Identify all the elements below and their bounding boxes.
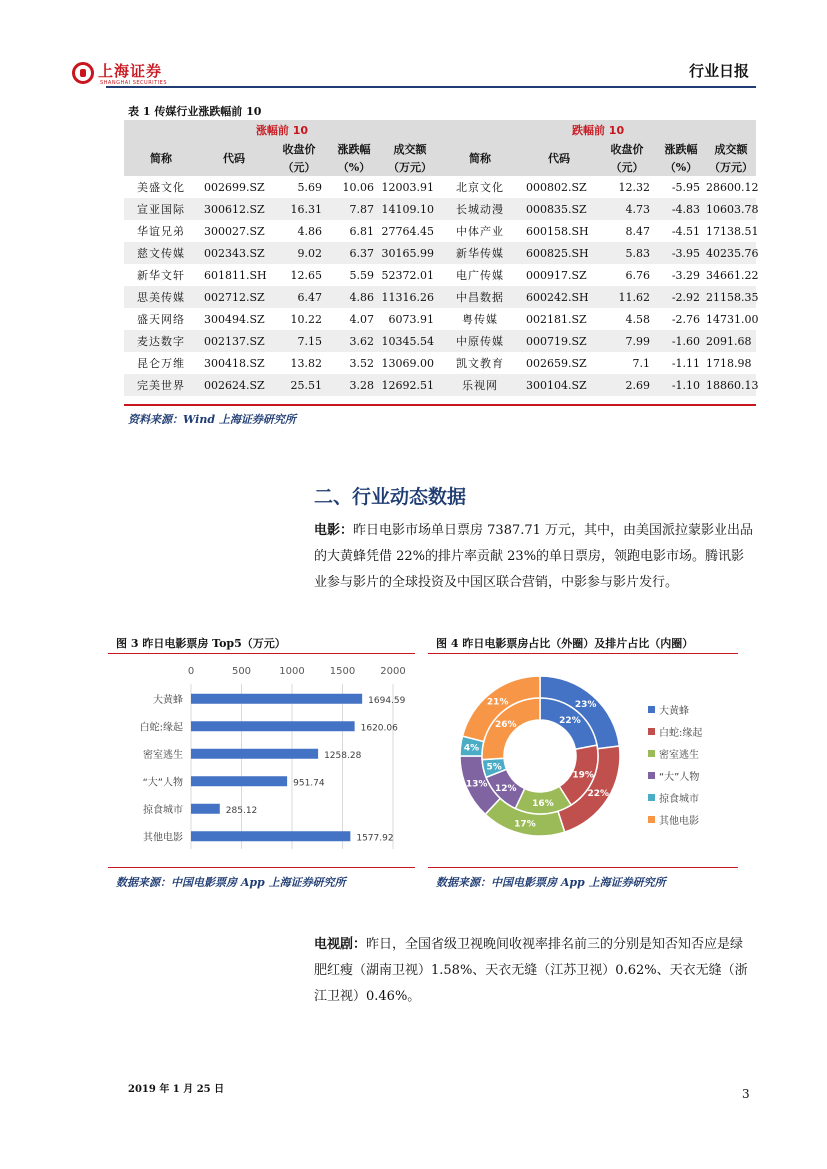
legend-label: 掠食城市	[659, 793, 699, 805]
table-cell: 30165.99	[380, 242, 440, 264]
table-cell: -5.95	[656, 176, 706, 198]
table-cell: 2.69	[598, 374, 656, 396]
table-cell: 13069.00	[380, 352, 440, 374]
film-lead: 电影：	[314, 523, 354, 538]
col-header-code: 代码	[520, 140, 598, 176]
table-cell: 电广传媒	[440, 264, 520, 286]
table-cell: 12.32	[598, 176, 656, 198]
table-cell: 新华传媒	[440, 242, 520, 264]
table-cell: 18860.13	[706, 374, 756, 396]
table-cell: 4.73	[598, 198, 656, 220]
table-cell: 13.82	[270, 352, 328, 374]
table-cell: 300418.SZ	[198, 352, 270, 374]
logo-subtext: SHANGHAI SECURITIES	[100, 80, 168, 86]
outer-slice-label: 22%	[587, 788, 610, 799]
x-tick-label: 1000	[279, 666, 305, 677]
bar-data-label: 951.74	[293, 778, 325, 789]
legend-swatch	[648, 816, 655, 823]
inner-slice-label: 12%	[494, 784, 517, 795]
table-cell: -1.60	[656, 330, 706, 352]
table-cell: 6.47	[270, 286, 328, 308]
table-row	[124, 286, 756, 308]
col-header-close-unit: （元）	[598, 158, 656, 176]
legend-item	[648, 698, 702, 720]
table-cell: 002712.SZ	[198, 286, 270, 308]
table-cell: 3.52	[328, 352, 380, 374]
table-cell: 25.51	[270, 374, 328, 396]
legend-swatch	[648, 706, 655, 713]
figure3-source: 数据来源：中国电影票房 App 上海证券研究所	[116, 876, 346, 889]
gainers-losers-table	[124, 120, 759, 396]
table-cell: 10.06	[328, 176, 380, 198]
table-cell: 7.1	[598, 352, 656, 374]
table-cell: 601811.SH	[198, 264, 270, 286]
table-cell: 麦达数字	[124, 330, 198, 352]
table-cell: 2091.68	[706, 330, 756, 352]
y-category-label: “大”人物	[142, 777, 183, 789]
table-cell: 11316.26	[380, 286, 440, 308]
table-row	[124, 176, 756, 198]
table-cell: 思美传媒	[124, 286, 198, 308]
table-cell: 600158.SH	[520, 220, 598, 242]
bar-data-label: 1620.06	[360, 723, 398, 734]
x-tick-label: 500	[231, 666, 252, 677]
table-row	[124, 264, 756, 286]
legend-item	[648, 786, 702, 808]
bar-data-label: 1694.59	[368, 695, 406, 706]
table-cell: 7.87	[328, 198, 380, 220]
table-cell: 14109.10	[380, 198, 440, 220]
page-number: 3	[742, 1087, 750, 1101]
table-cell: 北京文化	[440, 176, 520, 198]
table-cell: 3.28	[328, 374, 380, 396]
table-cell: 6.76	[598, 264, 656, 286]
report-type: 行业日报	[688, 62, 749, 80]
table-cell: -2.76	[656, 308, 706, 330]
table-cell: 600825.SH	[520, 242, 598, 264]
table-cell: 002181.SZ	[520, 308, 598, 330]
bar-data-label: 285.12	[225, 805, 258, 816]
table-cell: 6.37	[328, 242, 380, 264]
col-header-volume: 成交额	[380, 140, 440, 158]
table-cell: 52372.01	[380, 264, 440, 286]
legend-swatch	[648, 794, 655, 801]
table-cell: 8.47	[598, 220, 656, 242]
figure4-source: 数据来源：中国电影票房 App 上海证券研究所	[436, 876, 666, 889]
table-cell: -3.29	[656, 264, 706, 286]
table-row	[124, 374, 756, 396]
bar	[191, 721, 355, 731]
legend-label: 白蛇:缘起	[659, 727, 703, 739]
inner-slice-label: 5%	[486, 762, 502, 773]
table-cell: 34661.22	[706, 264, 756, 286]
table-cell: 28600.12	[706, 176, 756, 198]
col-header-name: 简称	[124, 140, 198, 176]
inner-slice-label: 19%	[572, 770, 594, 781]
table-row	[124, 352, 756, 374]
table-cell: 300104.SZ	[520, 374, 598, 396]
table-cell: 粤传媒	[440, 308, 520, 330]
legend-label: “大”人物	[659, 771, 700, 783]
section-title: 二、行业动态数据	[314, 486, 467, 508]
table-cell: -4.51	[656, 220, 706, 242]
x-tick-label: 2000	[380, 666, 406, 677]
table-source: 资料来源：Wind 上海证券研究所	[128, 413, 296, 426]
bar	[191, 694, 362, 704]
legend-item	[648, 742, 702, 764]
table-bottom-rule	[124, 404, 756, 406]
table-cell: 中原传媒	[440, 330, 520, 352]
table-cell: 10345.54	[380, 330, 440, 352]
legend-swatch	[648, 728, 655, 735]
table-cell: 000719.SZ	[520, 330, 598, 352]
table-cell: 17138.51	[706, 220, 756, 242]
table-row	[124, 330, 756, 352]
inner-slice-label: 16%	[532, 798, 554, 809]
col-header-code: 代码	[198, 140, 270, 176]
figure3-bottom-rule	[108, 867, 415, 868]
legend-item	[648, 808, 702, 830]
table-cell: 6.81	[328, 220, 380, 242]
table-cell: 7.15	[270, 330, 328, 352]
table-cell: 5.83	[598, 242, 656, 264]
table-cell: 6073.91	[380, 308, 440, 330]
donut-legend	[648, 698, 702, 830]
table-cell: -2.92	[656, 286, 706, 308]
share-donut-chart	[440, 670, 640, 850]
table-cell: 10603.78	[706, 198, 756, 220]
table-cell: 300027.SZ	[198, 220, 270, 242]
table-cell: 4.07	[328, 308, 380, 330]
table-cell: 4.86	[270, 220, 328, 242]
y-category-label: 大黄蜂	[153, 694, 183, 706]
group-header-down: 跌幅前 10	[440, 120, 756, 140]
table-row	[124, 308, 756, 330]
x-tick-label: 0	[187, 666, 195, 677]
table-cell: 凯文教育	[440, 352, 520, 374]
y-category-label: 其他电影	[143, 832, 183, 844]
figure3-top-rule	[108, 653, 415, 654]
table-cell: 27764.45	[380, 220, 440, 242]
legend-swatch	[648, 750, 655, 757]
tv-lead: 电视剧：	[314, 937, 367, 952]
table-cell: 10.22	[270, 308, 328, 330]
table-cell: 5.59	[328, 264, 380, 286]
col-header-volume: 成交额	[706, 140, 756, 158]
inner-slice-label: 26%	[494, 719, 517, 730]
table-cell: 002137.SZ	[198, 330, 270, 352]
table-cell: -1.11	[656, 352, 706, 374]
group-header-up: 涨幅前 10	[124, 120, 440, 140]
report-date: 2019 年 1 月 25 日	[128, 1084, 225, 1095]
table-body	[124, 176, 759, 396]
legend-swatch	[648, 772, 655, 779]
legend-item	[648, 720, 702, 742]
col-header-volume-unit: （万元）	[706, 158, 756, 176]
table-cell: 4.86	[328, 286, 380, 308]
col-header-change: 涨跌幅	[328, 140, 380, 158]
table-cell: 3.62	[328, 330, 380, 352]
table-cell: 中昌数据	[440, 286, 520, 308]
figure4-bottom-rule	[428, 867, 738, 868]
table-cell: 21158.35	[706, 286, 756, 308]
bar-data-label: 1258.28	[324, 750, 362, 761]
table-cell: 300494.SZ	[198, 308, 270, 330]
table-cell: 宣亚国际	[124, 198, 198, 220]
table-cell: 11.62	[598, 286, 656, 308]
table-cell: 新华文轩	[124, 264, 198, 286]
legend-label: 大黄蜂	[659, 705, 689, 717]
table-cell: 美盛文化	[124, 176, 198, 198]
table-cell: 16.31	[270, 198, 328, 220]
table-row	[124, 242, 756, 264]
logo-mark-icon	[72, 62, 94, 84]
legend-item	[648, 764, 702, 786]
table-cell: 000835.SZ	[520, 198, 598, 220]
table-cell: 盛天网络	[124, 308, 198, 330]
film-text: 昨日电影市场单日票房 7387.71 万元，其中，由美国派拉蒙影业出品的大黄蜂凭借 22%的排片率贡献 23%的单日票房，领跑电影市场。腾讯影业参与影片的全球投资及中国区联合营销，中影参与影片发行。	[314, 523, 754, 590]
legend-label: 其他电影	[659, 815, 699, 827]
y-category-label: 白蛇:缘起	[139, 722, 183, 734]
table-cell: 000917.SZ	[520, 264, 598, 286]
col-header-name: 简称	[440, 140, 520, 176]
table-cell: 乐视网	[440, 374, 520, 396]
table-cell: 5.69	[270, 176, 328, 198]
header-divider	[106, 86, 756, 88]
table-cell: 1718.98	[706, 352, 756, 374]
table-cell: 12003.91	[380, 176, 440, 198]
film-paragraph	[314, 518, 754, 596]
table-cell: 12692.51	[380, 374, 440, 396]
legend-label: 密室逃生	[659, 749, 699, 761]
outer-slice-label: 13%	[465, 779, 488, 790]
table-cell: -4.83	[656, 198, 706, 220]
col-header-close-unit: （元）	[270, 158, 328, 176]
table-cell: 9.02	[270, 242, 328, 264]
table-cell: 14731.00	[706, 308, 756, 330]
bar-data-label: 1577.92	[356, 833, 394, 844]
tv-paragraph	[314, 932, 754, 1010]
table-cell: 12.65	[270, 264, 328, 286]
table-title: 表 1 传媒行业涨跌幅前 10	[128, 105, 262, 118]
figure3-title: 图 3 昨日电影票房 Top5（万元）	[116, 637, 286, 650]
table-row	[124, 198, 756, 220]
bar	[191, 804, 220, 814]
table-cell: 300612.SZ	[198, 198, 270, 220]
col-header-close: 收盘价	[598, 140, 656, 158]
table-cell: 002624.SZ	[198, 374, 270, 396]
y-category-label: 密室逃生	[143, 749, 183, 761]
table-cell: 600242.SH	[520, 286, 598, 308]
table-cell: -1.10	[656, 374, 706, 396]
figure4-top-rule	[428, 653, 738, 654]
table-cell: 华谊兄弟	[124, 220, 198, 242]
table-row	[124, 220, 756, 242]
table-cell: 7.99	[598, 330, 656, 352]
table-cell: 4.58	[598, 308, 656, 330]
col-header-volume-unit: （万元）	[380, 158, 440, 176]
x-tick-label: 1500	[329, 666, 356, 677]
outer-slice-label: 17%	[514, 819, 536, 830]
table-cell: 完美世界	[124, 374, 198, 396]
bar	[191, 831, 350, 841]
table-cell: -3.95	[656, 242, 706, 264]
outer-slice-label: 21%	[486, 697, 509, 708]
outer-slice-label: 23%	[574, 700, 597, 711]
y-category-label: 掠食城市	[143, 804, 183, 816]
bar	[191, 776, 287, 786]
col-header-change-unit: （%）	[656, 158, 706, 176]
table-cell: 002659.SZ	[520, 352, 598, 374]
table-cell: 昆仑万维	[124, 352, 198, 374]
bar	[191, 749, 318, 759]
table-cell: 40235.76	[706, 242, 756, 264]
col-header-change-unit: （%）	[328, 158, 380, 176]
table-cell: 002343.SZ	[198, 242, 270, 264]
table-cell: 002699.SZ	[198, 176, 270, 198]
col-header-change: 涨跌幅	[656, 140, 706, 158]
table-cell: 中体产业	[440, 220, 520, 242]
table-cell: 慈文传媒	[124, 242, 198, 264]
tv-text: 昨日，全国省级卫视晚间收视率排名前三的分别是知否知否应是绿肥红瘦（湖南卫视）1.58%、天衣无缝（江苏卫视）0.62%、天衣无缝（浙江卫视）0.46%。	[314, 937, 748, 1004]
table-cell: 000802.SZ	[520, 176, 598, 198]
col-header-close: 收盘价	[270, 140, 328, 158]
outer-slice-label: 4%	[463, 743, 480, 754]
figure4-title: 图 4 昨日电影票房占比（外圈）及排片占比（内圈）	[436, 637, 694, 650]
table-cell: 长城动漫	[440, 198, 520, 220]
box-office-bar-chart	[108, 658, 415, 863]
logo-text: 上海证券	[98, 62, 163, 80]
inner-slice-label: 22%	[559, 715, 581, 726]
